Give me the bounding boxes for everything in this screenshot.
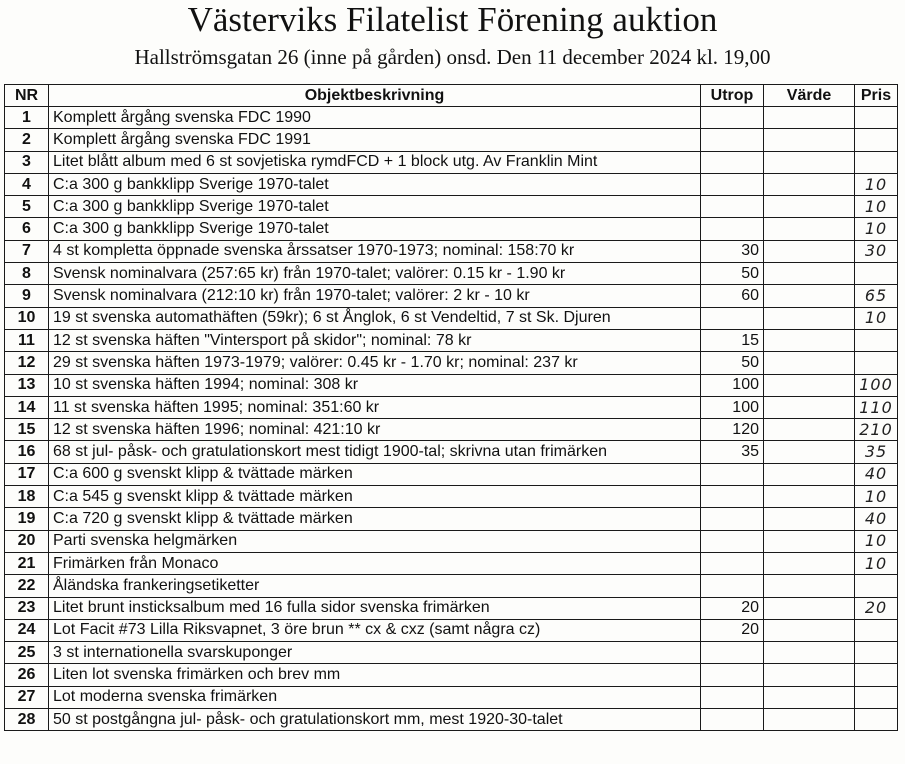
lot-description: C:a 545 g svenskt klipp & tvättade märken xyxy=(49,486,701,508)
lot-description: 19 st svenska automathäften (59kr); 6 st Ånglok, 6 st Vendeltid, 7 st Sk. Djuren xyxy=(49,307,701,329)
lot-description: C:a 300 g bankklipp Sverige 1970-talet xyxy=(49,218,701,240)
lot-value xyxy=(764,196,855,218)
table-row xyxy=(5,151,898,173)
lot-starting-price xyxy=(701,575,764,597)
lot-hammer-price: 100 xyxy=(855,374,898,396)
table-row xyxy=(5,575,898,597)
lot-number: 21 xyxy=(5,552,49,574)
lot-description: 50 st postgångna jul- påsk- och gratulationskort mm, mest 1920-30-talet xyxy=(49,709,701,731)
lot-starting-price xyxy=(701,486,764,508)
lot-number: 4 xyxy=(5,173,49,195)
lot-hammer-price: 10 xyxy=(855,486,898,508)
lot-starting-price xyxy=(701,508,764,530)
lot-hammer-price: 35 xyxy=(855,441,898,463)
lot-description: Svensk nominalvara (257:65 kr) från 1970-talet; valörer: 0.15 kr - 1.90 kr xyxy=(49,263,701,285)
table-row xyxy=(5,396,898,418)
lot-number: 17 xyxy=(5,463,49,485)
lot-number: 13 xyxy=(5,374,49,396)
lot-number: 8 xyxy=(5,263,49,285)
table-row xyxy=(5,218,898,240)
lot-hammer-price xyxy=(855,709,898,731)
lot-starting-price: 120 xyxy=(701,419,764,441)
lot-value xyxy=(764,530,855,552)
lot-description: 68 st jul- påsk- och gratulationskort mest tidigt 1900-tal; skrivna utan frimärken xyxy=(49,441,701,463)
lot-value xyxy=(764,307,855,329)
table-row xyxy=(5,642,898,664)
lot-starting-price xyxy=(701,196,764,218)
lot-description: Komplett årgång svenska FDC 1991 xyxy=(49,129,701,151)
lot-value xyxy=(764,642,855,664)
lot-number: 3 xyxy=(5,151,49,173)
table-row xyxy=(5,374,898,396)
lot-starting-price: 60 xyxy=(701,285,764,307)
lot-starting-price xyxy=(701,173,764,195)
lot-hammer-price: 10 xyxy=(855,173,898,195)
table-body xyxy=(5,107,898,731)
lot-value xyxy=(764,374,855,396)
lot-starting-price: 20 xyxy=(701,619,764,641)
lot-value xyxy=(764,218,855,240)
table-row xyxy=(5,419,898,441)
table-row xyxy=(5,352,898,374)
lot-number: 5 xyxy=(5,196,49,218)
lot-number: 18 xyxy=(5,486,49,508)
table-row xyxy=(5,486,898,508)
lot-number: 2 xyxy=(5,129,49,151)
lot-description: 12 st svenska häften 1996; nominal: 421:10 kr xyxy=(49,419,701,441)
lot-description: Komplett årgång svenska FDC 1990 xyxy=(49,107,701,129)
lot-starting-price xyxy=(701,709,764,731)
page-subtitle: Hallströmsgatan 26 (inne på gården) onsd. Den 11 december 2024 kl. 19,00 xyxy=(134,45,771,69)
lot-number: 24 xyxy=(5,619,49,641)
table-row xyxy=(5,441,898,463)
lot-hammer-price xyxy=(855,664,898,686)
lot-starting-price xyxy=(701,151,764,173)
lot-starting-price xyxy=(701,664,764,686)
lot-number: 7 xyxy=(5,240,49,262)
table-row xyxy=(5,597,898,619)
table-row xyxy=(5,686,898,708)
table-row xyxy=(5,664,898,686)
lot-hammer-price xyxy=(855,619,898,641)
lot-description: C:a 720 g svenskt klipp & tvättade märken xyxy=(49,508,701,530)
lot-starting-price: 50 xyxy=(701,263,764,285)
lot-description: 3 st internationella svarskuponger xyxy=(49,642,701,664)
lot-hammer-price xyxy=(855,575,898,597)
page-title: Västerviks Filatelist Förening auktion xyxy=(187,0,718,39)
lot-hammer-price: 40 xyxy=(855,463,898,485)
lot-hammer-price: 40 xyxy=(855,508,898,530)
lot-starting-price xyxy=(701,129,764,151)
lot-hammer-price: 65 xyxy=(855,285,898,307)
lot-number: 15 xyxy=(5,419,49,441)
lot-starting-price xyxy=(701,218,764,240)
lot-number: 14 xyxy=(5,396,49,418)
lot-hammer-price xyxy=(855,352,898,374)
lot-number: 20 xyxy=(5,530,49,552)
table-row xyxy=(5,240,898,262)
lot-starting-price xyxy=(701,463,764,485)
lot-starting-price: 20 xyxy=(701,597,764,619)
lot-number: 23 xyxy=(5,597,49,619)
lot-description: Lot moderna svenska frimärken xyxy=(49,686,701,708)
auction-table xyxy=(4,84,898,731)
lot-description: 29 st svenska häften 1973-1979; valörer: 0.45 kr - 1.70 kr; nominal: 237 kr xyxy=(49,352,701,374)
lot-value xyxy=(764,129,855,151)
table-row xyxy=(5,619,898,641)
lot-number: 10 xyxy=(5,307,49,329)
lot-value xyxy=(764,285,855,307)
table-row xyxy=(5,107,898,129)
lot-hammer-price: 210 xyxy=(855,419,898,441)
lot-number: 12 xyxy=(5,352,49,374)
lot-description: 4 st kompletta öppnade svenska årssatser 1970-1973; nominal: 158:70 kr xyxy=(49,240,701,262)
lot-hammer-price: 10 xyxy=(855,552,898,574)
lot-hammer-price: 10 xyxy=(855,218,898,240)
lot-starting-price: 15 xyxy=(701,329,764,351)
lot-value xyxy=(764,173,855,195)
lot-hammer-price: 10 xyxy=(855,530,898,552)
column-header-pris: Pris xyxy=(855,85,898,107)
lot-description: Parti svenska helgmärken xyxy=(49,530,701,552)
lot-number: 19 xyxy=(5,508,49,530)
lot-starting-price: 100 xyxy=(701,396,764,418)
lot-value xyxy=(764,240,855,262)
lot-hammer-price xyxy=(855,642,898,664)
lot-starting-price xyxy=(701,552,764,574)
lot-number: 26 xyxy=(5,664,49,686)
lot-value xyxy=(764,463,855,485)
lot-starting-price xyxy=(701,686,764,708)
lot-starting-price xyxy=(701,642,764,664)
lot-description: Lot Facit #73 Lilla Riksvapnet, 3 öre brun ** cx & cxz (samt några cz) xyxy=(49,619,701,641)
lot-hammer-price xyxy=(855,329,898,351)
lot-hammer-price: 110 xyxy=(855,396,898,418)
lot-hammer-price xyxy=(855,107,898,129)
lot-description: C:a 300 g bankklipp Sverige 1970-talet xyxy=(49,196,701,218)
table-row xyxy=(5,307,898,329)
lot-description: Litet blått album med 6 st sovjetiska rymdFCD + 1 block utg. Av Franklin Mint xyxy=(49,151,701,173)
table-row xyxy=(5,196,898,218)
lot-value xyxy=(764,686,855,708)
table-header-row xyxy=(5,85,898,107)
lot-number: 6 xyxy=(5,218,49,240)
lot-value xyxy=(764,352,855,374)
lot-value xyxy=(764,664,855,686)
lot-hammer-price: 10 xyxy=(855,196,898,218)
lot-number: 11 xyxy=(5,329,49,351)
lot-starting-price xyxy=(701,530,764,552)
table-row xyxy=(5,508,898,530)
lot-starting-price: 35 xyxy=(701,441,764,463)
column-header-description: Objektbeskrivning xyxy=(49,85,701,107)
lot-number: 27 xyxy=(5,686,49,708)
lot-value xyxy=(764,396,855,418)
lot-value xyxy=(764,107,855,129)
lot-value xyxy=(764,575,855,597)
table-row xyxy=(5,463,898,485)
lot-hammer-price xyxy=(855,151,898,173)
lot-starting-price: 100 xyxy=(701,374,764,396)
column-header-utrop: Utrop xyxy=(701,85,764,107)
lot-starting-price xyxy=(701,107,764,129)
table-row xyxy=(5,709,898,731)
lot-hammer-price: 30 xyxy=(855,240,898,262)
lot-description: Litet brunt insticksalbum med 16 fulla sidor svenska frimärken xyxy=(49,597,701,619)
lot-value xyxy=(764,329,855,351)
lot-description: 12 st svenska häften "Vintersport på skidor"; nominal: 78 kr xyxy=(49,329,701,351)
lot-description: Liten lot svenska frimärken och brev mm xyxy=(49,664,701,686)
lot-hammer-price xyxy=(855,129,898,151)
lot-value xyxy=(764,441,855,463)
lot-number: 9 xyxy=(5,285,49,307)
lot-value xyxy=(764,151,855,173)
lot-hammer-price xyxy=(855,686,898,708)
lot-hammer-price: 20 xyxy=(855,597,898,619)
lot-number: 25 xyxy=(5,642,49,664)
lot-starting-price xyxy=(701,307,764,329)
table-row xyxy=(5,530,898,552)
column-header-varde: Värde xyxy=(764,85,855,107)
lot-description: C:a 600 g svenskt klipp & tvättade märken xyxy=(49,463,701,485)
lot-starting-price: 50 xyxy=(701,352,764,374)
lot-number: 22 xyxy=(5,575,49,597)
lot-value xyxy=(764,486,855,508)
lot-number: 1 xyxy=(5,107,49,129)
lot-hammer-price: 10 xyxy=(855,307,898,329)
table-row xyxy=(5,173,898,195)
lot-number: 16 xyxy=(5,441,49,463)
lot-starting-price: 30 xyxy=(701,240,764,262)
lot-value xyxy=(764,619,855,641)
table-row xyxy=(5,329,898,351)
lot-value xyxy=(764,709,855,731)
table-row xyxy=(5,263,898,285)
lot-value xyxy=(764,552,855,574)
lot-description: 10 st svenska häften 1994; nominal: 308 kr xyxy=(49,374,701,396)
lot-description: Svensk nominalvara (212:10 kr) från 1970-talet; valörer: 2 kr - 10 kr xyxy=(49,285,701,307)
lot-description: Frimärken från Monaco xyxy=(49,552,701,574)
lot-description: 11 st svenska häften 1995; nominal: 351:60 kr xyxy=(49,396,701,418)
lot-description: C:a 300 g bankklipp Sverige 1970-talet xyxy=(49,173,701,195)
table-row xyxy=(5,552,898,574)
lot-hammer-price xyxy=(855,263,898,285)
table-row xyxy=(5,129,898,151)
lot-value xyxy=(764,263,855,285)
column-header-nr: NR xyxy=(5,85,49,107)
lot-value xyxy=(764,419,855,441)
lot-value xyxy=(764,508,855,530)
lot-value xyxy=(764,597,855,619)
lot-description: Åländska frankeringsetiketter xyxy=(49,575,701,597)
table-row xyxy=(5,285,898,307)
lot-number: 28 xyxy=(5,709,49,731)
